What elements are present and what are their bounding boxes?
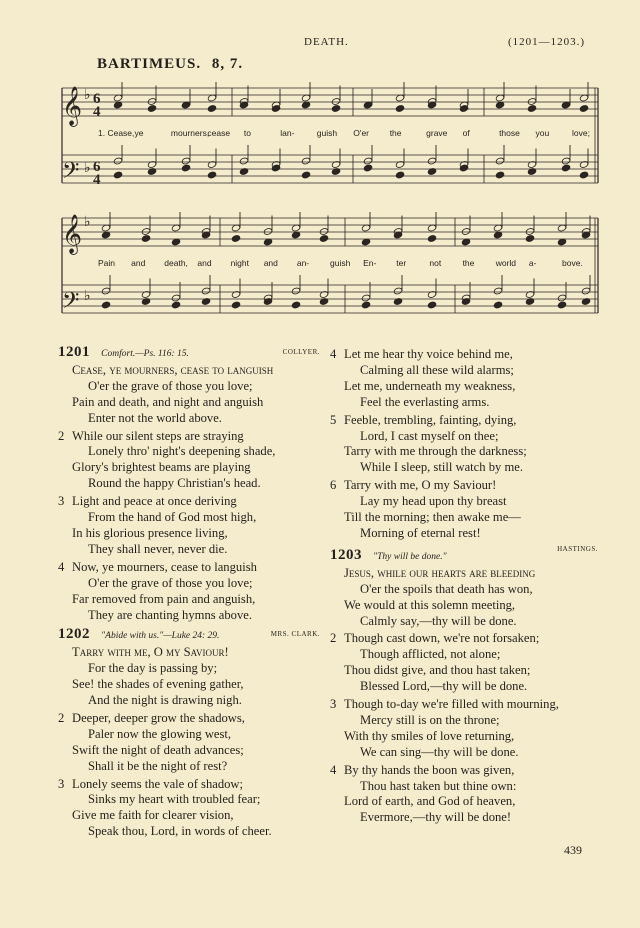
stanza-line [330, 697, 598, 713]
stanza-line [330, 663, 598, 679]
note-head [201, 287, 210, 295]
stanza-line [58, 460, 320, 476]
stanza-line [58, 808, 320, 824]
stanza-line [58, 592, 320, 608]
stanza-line [58, 476, 320, 492]
line-text: Now, ye mourners, cease to languish [72, 559, 257, 574]
key-flat-icon: ♭ [84, 289, 91, 304]
stanza [58, 560, 320, 624]
lyric-word: and [197, 258, 212, 268]
line-text: Sinks my heart with troubled fear; [88, 792, 261, 807]
lyric-word: the [389, 128, 402, 138]
note-head [361, 294, 370, 302]
stanza-line [330, 631, 598, 647]
stanza-line [330, 460, 598, 476]
line-text: Lonely thro' night's deepening shade, [88, 444, 276, 459]
stanza-number: 2 [58, 710, 65, 725]
stanza [58, 645, 320, 709]
note-head [557, 301, 566, 309]
note-head [301, 171, 310, 179]
line-text: Lord of earth, and God of heaven, [344, 794, 516, 809]
stanza-line [330, 582, 598, 598]
stanza-line [58, 444, 320, 460]
stanza-line [58, 395, 320, 411]
line-text: Jesus, while our hearts are bleeding [344, 565, 536, 580]
note-head [579, 105, 588, 113]
note-head [207, 105, 216, 113]
note-head [395, 171, 404, 179]
line-text: Light and peace at once deriving [72, 494, 237, 509]
stanza-line [58, 824, 320, 840]
line-text: Let me, underneath my weakness, [344, 378, 516, 393]
stanza-number: 4 [330, 347, 337, 361]
note-head [395, 105, 404, 113]
line-text: Tarry with me through the darkness; [344, 444, 527, 459]
note-head [495, 157, 504, 165]
note-head [171, 294, 180, 302]
stanza-line [58, 510, 320, 526]
lyric-word: bove. [562, 258, 583, 268]
stanza-line [58, 560, 320, 576]
note-head [181, 164, 190, 172]
stanza-line [330, 444, 598, 460]
line-text: Let me hear thy voice behind me, [344, 347, 513, 361]
time-signature-top: 6 [93, 91, 101, 107]
stanza-line [330, 363, 598, 379]
stanza-number: 6 [330, 478, 337, 493]
note-head [207, 171, 216, 179]
lyric-word: lan- [280, 128, 295, 138]
lyric-word: O'er [353, 128, 370, 138]
hymn-number: 1202 [58, 626, 90, 643]
stanza-line [58, 677, 320, 693]
lyric-word: and [131, 258, 146, 268]
time-signature-bottom: 4 [93, 172, 101, 188]
hymn-author: MRS. CLARK. [270, 630, 320, 639]
stanza-number: 2 [330, 631, 337, 646]
stanza-number: 3 [330, 697, 337, 712]
note-head [561, 164, 570, 172]
note-head [147, 98, 156, 106]
note-head [427, 235, 436, 243]
stanza-number: 4 [58, 559, 65, 574]
note-head [141, 228, 150, 236]
line-text: Lay my head upon thy breast [360, 494, 507, 509]
stanza-line [58, 411, 320, 427]
stanza-line [58, 379, 320, 395]
note-head [231, 301, 240, 309]
note-head [461, 228, 470, 236]
line-text: Thou hast taken but thine own: [360, 778, 517, 793]
lyric-word: ye [134, 128, 144, 138]
note-head [301, 157, 310, 165]
note-head [319, 235, 328, 243]
note-head [231, 235, 240, 243]
note-head [459, 105, 468, 113]
lyric-word: mourners, [170, 128, 210, 138]
key-flat-icon: ♭ [84, 161, 91, 176]
note-head [319, 228, 328, 236]
line-text: Swift the night of death advances; [72, 742, 244, 757]
hymn-heading-1203 [330, 544, 598, 566]
note-head [393, 287, 402, 295]
stanza-line [330, 566, 598, 582]
line-text: Deeper, deeper grow the shadows, [72, 710, 245, 725]
stanza-line [330, 598, 598, 614]
stanza-line [330, 526, 598, 542]
note-head [113, 157, 122, 165]
hymn-heading-1201 [58, 345, 320, 363]
lyric-word: not [429, 258, 442, 268]
line-text: Tarry with me, O my Saviour! [72, 645, 229, 660]
stanza-line [58, 608, 320, 624]
stanza-line [58, 576, 320, 592]
stanza-line [330, 494, 598, 510]
line-text: Lord, I cast myself on thee; [360, 428, 499, 443]
stanza-line [58, 542, 320, 558]
bass-clef-icon: 𝄢 [62, 158, 80, 188]
stanza-line [58, 693, 320, 709]
stanza-line [330, 810, 598, 826]
stanza-line [330, 729, 598, 745]
lyric-word: and [263, 258, 278, 268]
lyric-word: Pain [98, 258, 116, 268]
tune-meter: 8, 7. [211, 56, 244, 72]
lyric-word: 1. Cease, [98, 128, 135, 138]
time-signature-top: 6 [93, 159, 101, 175]
lyric-word: guish [316, 128, 338, 138]
stanza [330, 413, 598, 477]
line-text: O'er the grave of those you love; [88, 575, 253, 590]
stanza [58, 363, 320, 427]
stanza-line [58, 661, 320, 677]
stanza-line [330, 614, 598, 630]
line-text: See! the shades of evening gather, [72, 677, 244, 692]
stanza-line [58, 363, 320, 379]
line-text: For the day is passing by; [88, 661, 218, 676]
stanza-line [330, 647, 598, 663]
note-head [363, 157, 372, 165]
line-text: Far removed from pain and anguish, [72, 591, 256, 606]
lyric-word: a- [528, 258, 537, 268]
stanza-line [58, 494, 320, 510]
note-head [525, 235, 534, 243]
stanza [330, 631, 598, 695]
line-text: Glory's brightest beams are playing [72, 460, 251, 475]
line-text: Though afflicted, not alone; [360, 647, 501, 662]
line-text: Lonely seems the vale of shadow; [72, 776, 244, 791]
line-text: Cease, ye mourners, cease to languish [72, 362, 274, 377]
lyric-word: of [462, 128, 470, 138]
line-text: Calming all these wild alarms; [360, 362, 514, 377]
page-number: 439 [564, 843, 582, 857]
line-text: Pain and death, and night and anguish [72, 394, 264, 409]
stanza-line [330, 713, 598, 729]
note-head [147, 105, 156, 113]
stanza [330, 478, 598, 542]
lyric-word: love; [572, 128, 590, 138]
note-head [363, 164, 372, 172]
note-head [271, 105, 280, 113]
stanza-line [330, 429, 598, 445]
line-text: Till the morning; then awake me— [344, 510, 521, 525]
note-head [525, 228, 534, 236]
lyric-word: grave [426, 128, 448, 138]
line-text: By thy hands the boon was given, [344, 762, 515, 777]
line-text: They shall never, never die. [88, 541, 228, 556]
line-text: Feeble, trembling, fainting, dying, [344, 412, 517, 427]
lyric-word: an- [296, 258, 310, 268]
stanza-number: 4 [330, 762, 337, 777]
line-text: Tarry with me, O my Saviour! [344, 478, 497, 493]
music-score [0, 0, 640, 340]
stanza-line [330, 794, 598, 810]
line-text: O'er the spoils that death has won, [360, 581, 533, 596]
stanza-line [58, 743, 320, 759]
stanza-line [330, 395, 598, 411]
stanza-number: 3 [58, 494, 65, 509]
stanza-line [330, 478, 598, 494]
note-head [581, 287, 590, 295]
right-column [330, 345, 598, 826]
lyric-word: En- [363, 258, 377, 268]
line-text: Enter not the world above. [88, 410, 222, 425]
note-head [495, 171, 504, 179]
stanza-line [58, 526, 320, 542]
line-text: They are chanting hymns above. [88, 607, 253, 622]
treble-clef-icon: 𝄞 [62, 88, 83, 125]
note-head [331, 105, 340, 113]
lyric-word: night [230, 258, 249, 268]
line-text: Evermore,—thy will be done! [360, 810, 512, 825]
note-head [561, 157, 570, 165]
hymn-reference: Comfort.—Ps. 116: 15. [101, 349, 189, 359]
note-head [557, 294, 566, 302]
hymn-number: 1203 [330, 546, 362, 563]
stanza-line [58, 645, 320, 661]
line-text: Mercy still is on the throne; [360, 712, 500, 727]
stanza-line [330, 413, 598, 429]
line-text: Round the happy Christian's head. [88, 476, 261, 491]
tune-name: BARTIMEUS. [97, 56, 202, 72]
lyric-word: cease [207, 128, 231, 138]
time-signature-bottom: 4 [93, 104, 101, 120]
line-text: Paler now the glowing west, [88, 726, 232, 741]
line-text: Though cast down, we're not forsaken; [344, 631, 540, 646]
note-head [271, 164, 280, 172]
note-head [239, 157, 248, 165]
lyric-word: world [495, 258, 517, 268]
line-text: While I sleep, still watch by me. [360, 460, 523, 475]
line-text: Morning of eternal rest! [360, 525, 481, 540]
stanza-number: 3 [58, 776, 65, 791]
note-head [101, 287, 110, 295]
stanza [330, 566, 598, 630]
note-head [427, 157, 436, 165]
stanza-line [330, 679, 598, 695]
stanza-line [58, 777, 320, 793]
stanza-number: 5 [330, 412, 337, 427]
line-text: Though to-day we're filled with mourning, [344, 697, 559, 712]
stanza-line [330, 510, 598, 526]
line-text: Give me faith for clearer vision, [72, 808, 234, 823]
line-text: Thou didst give, and thou hast taken; [344, 663, 531, 678]
note-head [263, 228, 272, 236]
line-text: With thy smiles of love returning, [344, 728, 515, 743]
bass-clef-icon: 𝄢 [62, 288, 80, 318]
note-head [291, 287, 300, 295]
line-text: From the hand of God most high, [88, 510, 257, 525]
line-text: Feel the everlasting arms. [360, 394, 490, 409]
lyric-line-2 [0, 258, 640, 270]
note-head [181, 157, 190, 165]
note-head [527, 105, 536, 113]
hymn-1203-text [330, 566, 598, 827]
hymn-range: (1201—1203.) [508, 36, 586, 48]
stanza-line [58, 711, 320, 727]
key-flat-icon: ♭ [84, 215, 91, 230]
note-head [493, 287, 502, 295]
hymn-1202-text-part-2 [330, 347, 598, 542]
stanza-line [330, 347, 598, 363]
stanza-line [58, 429, 320, 445]
lyric-word: death, [164, 258, 188, 268]
note-head [101, 301, 110, 309]
hymn-heading-1202 [58, 627, 320, 645]
lyric-word: the [462, 258, 475, 268]
line-text: Shall it be the night of rest? [88, 758, 228, 773]
stanza-line [58, 727, 320, 743]
note-head [527, 98, 536, 106]
lyric-word: those [499, 128, 520, 138]
note-head [459, 164, 468, 172]
stanza [58, 429, 320, 493]
line-text: Speak thou, Lord, in words of cheer. [88, 824, 272, 839]
stanza-line [58, 759, 320, 775]
hymn-1201-text [58, 363, 320, 624]
key-flat-icon: ♭ [84, 88, 91, 103]
note-head [331, 98, 340, 106]
lyric-line-1 [0, 128, 640, 140]
stanza-number: 2 [58, 428, 65, 443]
stanza-line [58, 792, 320, 808]
line-text: And the night is drawing nigh. [88, 693, 242, 708]
stanza [58, 711, 320, 775]
line-text: We can sing—thy will be done. [360, 744, 519, 759]
hymn-1202-text-part-1 [58, 645, 320, 840]
lyric-word: you [535, 128, 550, 138]
stanza [58, 777, 320, 841]
note-head [493, 301, 502, 309]
stanza-line [330, 763, 598, 779]
line-text: While our silent steps are straying [72, 428, 244, 443]
treble-clef-icon: 𝄞 [62, 216, 83, 253]
stanza [330, 763, 598, 827]
stanza-line [330, 745, 598, 761]
line-text: Blessed Lord,—thy will be done. [360, 679, 528, 694]
note-head [361, 301, 370, 309]
note-head [291, 301, 300, 309]
left-column [58, 345, 320, 840]
stanza [58, 494, 320, 558]
stanza-line [330, 379, 598, 395]
stanza [330, 697, 598, 761]
line-text: We would at this solemn meeting, [344, 597, 516, 612]
note-head [171, 301, 180, 309]
note-head [427, 301, 436, 309]
line-text: Calmly say,—thy will be done. [360, 613, 517, 628]
hymn-number: 1201 [58, 344, 90, 360]
hymn-author: HASTINGS. [557, 544, 598, 553]
note-head [113, 171, 122, 179]
hymn-author: COLLYER. [282, 348, 320, 356]
note-head [579, 171, 588, 179]
note-head [141, 235, 150, 243]
stanza-line [330, 779, 598, 795]
hymn-reference: "Thy will be done." [373, 551, 447, 562]
lyric-word: ter [396, 258, 407, 268]
line-text: O'er the grave of those you love; [88, 378, 253, 393]
lyric-word: to [243, 128, 251, 138]
stanza [330, 347, 598, 411]
hymn-reference: "Abide with us."—Luke 24: 29. [101, 631, 220, 642]
line-text: In his glorious presence living, [72, 525, 228, 540]
section-title: DEATH. [304, 36, 349, 48]
lyric-word: guish [330, 258, 351, 268]
